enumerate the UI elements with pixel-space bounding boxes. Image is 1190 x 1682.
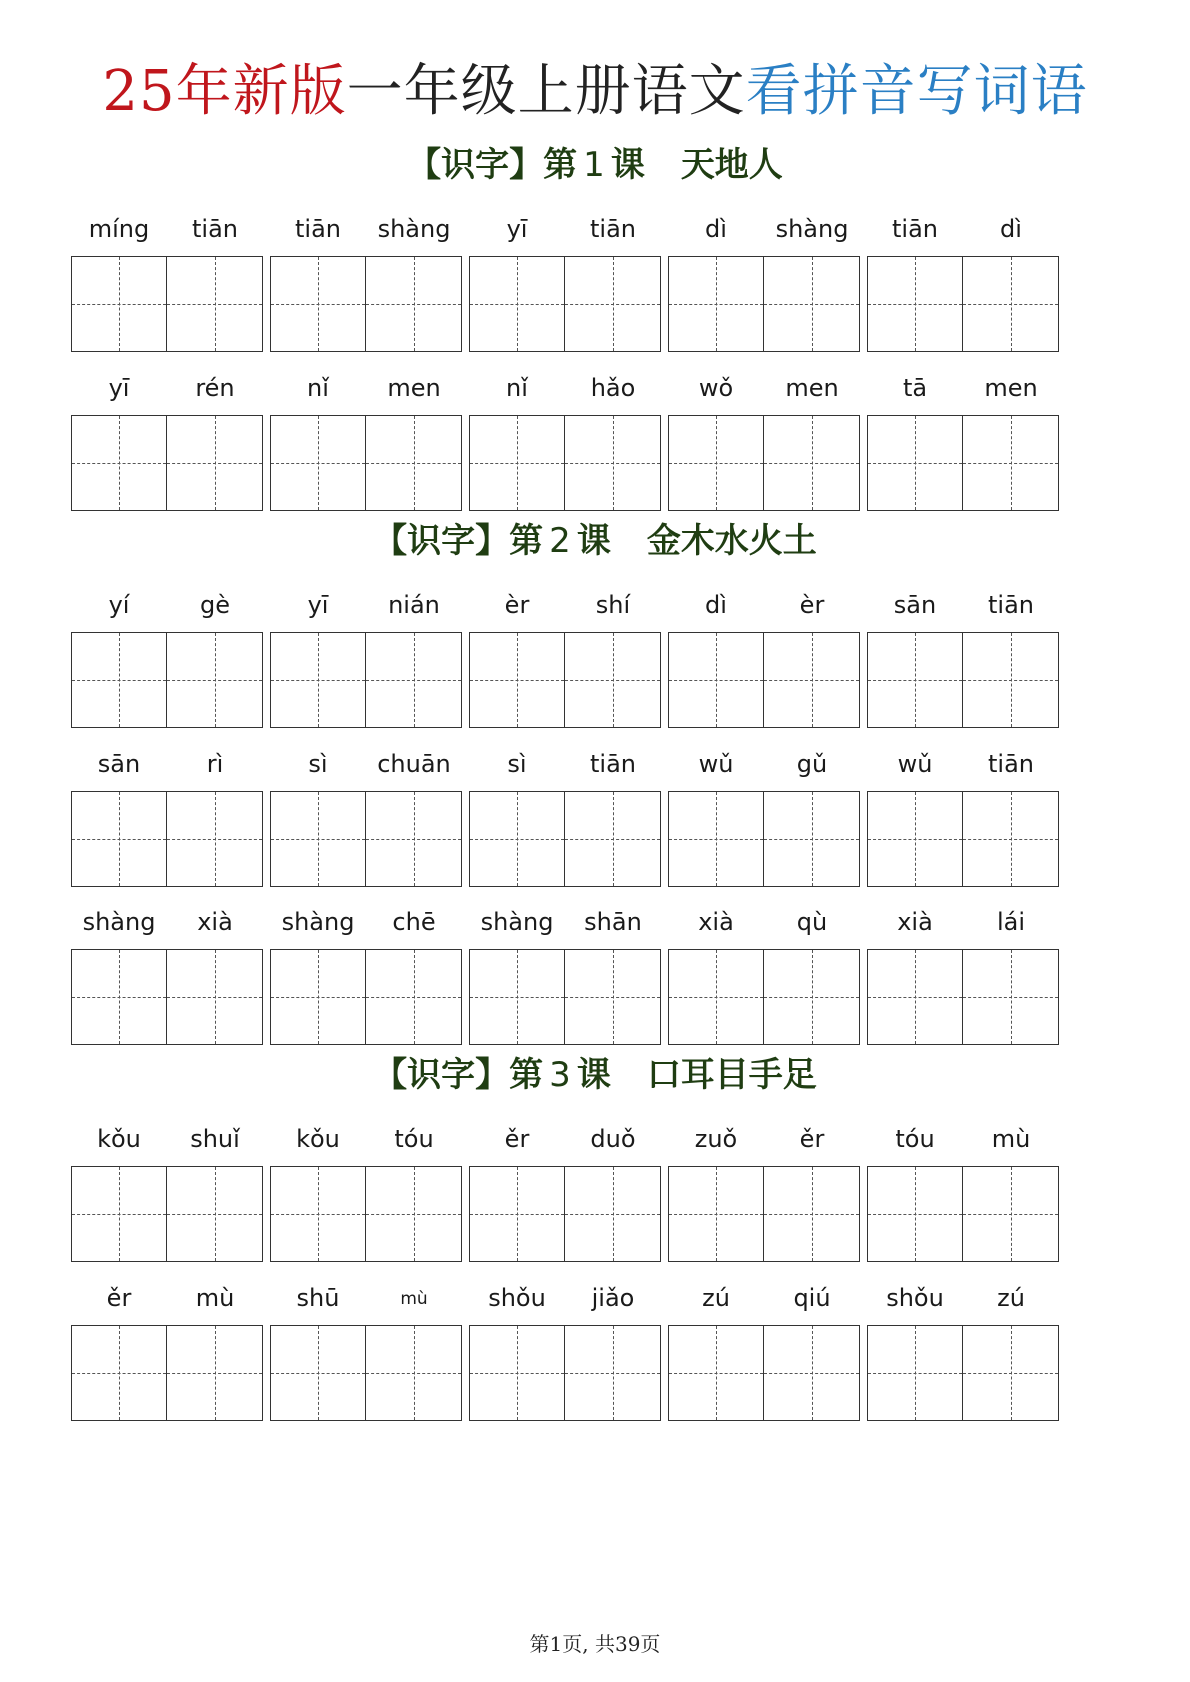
writing-grid-box[interactable]	[270, 632, 366, 728]
writing-grid-box[interactable]	[867, 949, 963, 1045]
pinyin-label: men	[785, 373, 839, 402]
pinyin-label: qù	[796, 908, 828, 936]
writing-grid-box[interactable]	[668, 1325, 764, 1421]
pinyin-label: yí	[108, 591, 130, 619]
lesson-heading-1	[0, 140, 1190, 190]
writing-grid-box[interactable]	[764, 632, 860, 728]
writing-grid-box[interactable]	[867, 1166, 963, 1262]
writing-grid-box[interactable]	[366, 1325, 462, 1421]
writing-grid-box[interactable]	[764, 1166, 860, 1262]
writing-grid-box[interactable]	[366, 1166, 462, 1262]
pinyin-label: shàng	[281, 908, 355, 936]
writing-grid-box[interactable]	[668, 256, 764, 352]
pinyin-label: sì	[507, 749, 527, 778]
pinyin-label: lái	[996, 908, 1026, 936]
word-item	[469, 212, 661, 348]
word-item	[469, 1122, 661, 1258]
lesson-topic-words: 天地人	[680, 145, 783, 185]
writing-grid-box[interactable]	[167, 415, 263, 511]
lesson-topic-words: 金木水火土	[646, 521, 817, 561]
word-item	[270, 1122, 462, 1258]
writing-grid-box[interactable]	[270, 1166, 366, 1262]
writing-grid-box[interactable]	[764, 791, 860, 887]
pinyin-label: mù	[991, 1125, 1031, 1153]
pinyin-label: hǎo	[590, 373, 636, 402]
pinyin-label: shàng	[775, 215, 849, 243]
word-item	[867, 747, 1059, 883]
writing-grid-box[interactable]	[764, 256, 860, 352]
word-item	[867, 905, 1059, 1041]
writing-grid-box[interactable]	[565, 949, 661, 1045]
writing-grid-box[interactable]	[764, 1325, 860, 1421]
writing-grid-box[interactable]	[963, 1166, 1059, 1262]
writing-grid-box[interactable]	[71, 415, 167, 511]
pinyin-label: men	[387, 373, 441, 402]
pinyin-label: sān	[893, 591, 937, 619]
pinyin-label: nǐ	[307, 373, 329, 402]
writing-grid-box[interactable]	[71, 632, 167, 728]
writing-grid-box[interactable]	[867, 791, 963, 887]
word-item	[270, 212, 462, 348]
word-item	[71, 905, 263, 1041]
pinyin-label: dì	[705, 215, 727, 243]
lesson-suffix: 课	[610, 145, 645, 185]
writing-grid-box[interactable]	[469, 949, 565, 1045]
pinyin-label: xià	[897, 908, 933, 936]
pinyin-label: xià	[197, 908, 233, 936]
pinyin-label: duǒ	[590, 1125, 636, 1153]
lesson-number: 1	[583, 145, 605, 185]
word-item	[469, 747, 661, 883]
word-item	[71, 371, 263, 507]
writing-grid-box[interactable]	[963, 632, 1059, 728]
writing-grid-box[interactable]	[668, 415, 764, 511]
writing-grid-box[interactable]	[167, 949, 263, 1045]
writing-grid-box[interactable]	[270, 1325, 366, 1421]
writing-grid-box[interactable]	[270, 791, 366, 887]
writing-grid-box[interactable]	[469, 632, 565, 728]
writing-grid-box[interactable]	[764, 415, 860, 511]
writing-grid-box[interactable]	[668, 1166, 764, 1262]
pinyin-label: tiān	[988, 749, 1034, 778]
writing-grid-box[interactable]	[867, 415, 963, 511]
pinyin-label: tiān	[988, 591, 1034, 619]
writing-grid-box[interactable]	[167, 1166, 263, 1262]
word-item	[71, 588, 263, 724]
word-item	[469, 588, 661, 724]
word-item	[668, 588, 860, 724]
lesson-prefix: 【识字】第	[373, 521, 544, 561]
pinyin-label: èr	[504, 591, 530, 619]
pinyin-label: shàng	[82, 908, 156, 936]
lesson-heading-3	[0, 1050, 1190, 1100]
pinyin-label: nǐ	[506, 373, 528, 402]
pinyin-label: zú	[702, 1283, 730, 1312]
word-item	[867, 1281, 1059, 1417]
word-item	[668, 747, 860, 883]
pinyin-label: zuǒ	[694, 1125, 738, 1153]
writing-grid-box[interactable]	[565, 415, 661, 511]
word-item	[469, 905, 661, 1041]
lesson-number: 3	[549, 1055, 571, 1095]
word-item	[668, 371, 860, 507]
pinyin-label: xià	[698, 908, 734, 936]
lesson-heading-2	[0, 516, 1190, 566]
pinyin-label: jiǎo	[591, 1283, 635, 1312]
pinyin-label: ěr	[504, 1125, 530, 1153]
writing-grid-box[interactable]	[71, 1325, 167, 1421]
writing-grid-box[interactable]	[963, 949, 1059, 1045]
writing-grid-box[interactable]	[270, 256, 366, 352]
pinyin-label: èr	[799, 591, 825, 619]
word-row	[71, 905, 1121, 1041]
writing-grid-box[interactable]	[963, 791, 1059, 887]
lesson-prefix: 【识字】第	[407, 145, 578, 185]
word-item	[867, 212, 1059, 348]
pinyin-label: tiān	[192, 215, 238, 243]
writing-grid-box[interactable]	[366, 256, 462, 352]
pinyin-label: sān	[97, 749, 141, 778]
lesson-topic-words: 口耳目手足	[646, 1055, 817, 1095]
pinyin-label: gǔ	[796, 749, 828, 778]
word-row	[71, 1281, 1121, 1417]
word-item	[668, 1281, 860, 1417]
writing-grid-box[interactable]	[366, 415, 462, 511]
pinyin-label: qiú	[793, 1283, 831, 1312]
writing-grid-box[interactable]	[963, 256, 1059, 352]
lesson-prefix: 【识字】第	[373, 1055, 544, 1095]
word-item	[270, 905, 462, 1041]
writing-grid-box[interactable]	[469, 1325, 565, 1421]
pinyin-label: kǒu	[97, 1125, 141, 1153]
writing-grid-box[interactable]	[71, 256, 167, 352]
writing-grid-box[interactable]	[71, 791, 167, 887]
writing-grid-box[interactable]	[668, 791, 764, 887]
pinyin-label: wǔ	[698, 749, 734, 778]
pinyin-label: tiān	[892, 215, 938, 243]
writing-grid-box[interactable]	[668, 949, 764, 1045]
pinyin-label: dì	[705, 591, 727, 619]
writing-grid-box[interactable]	[867, 632, 963, 728]
title-exercise-type: 看拼音写词语	[745, 59, 1088, 124]
pinyin-label: mù	[195, 1283, 235, 1312]
page-footer: 第1页, 共39页	[529, 1632, 661, 1656]
writing-grid-box[interactable]	[366, 949, 462, 1045]
word-item	[469, 1281, 661, 1417]
writing-grid-box[interactable]	[668, 632, 764, 728]
writing-grid-box[interactable]	[270, 949, 366, 1045]
writing-grid-box[interactable]	[469, 791, 565, 887]
pinyin-label: shàng	[377, 215, 451, 243]
pinyin-label: míng	[88, 215, 150, 243]
word-item	[71, 1122, 263, 1258]
pinyin-label: zú	[997, 1283, 1025, 1312]
writing-grid-box[interactable]	[167, 1325, 263, 1421]
pinyin-label: tiān	[295, 215, 341, 243]
pinyin-label: rì	[206, 749, 224, 778]
writing-grid-box[interactable]	[469, 256, 565, 352]
word-item	[71, 1281, 263, 1417]
word-item	[867, 1122, 1059, 1258]
pinyin-label: shū	[296, 1283, 340, 1312]
pinyin-label: dì	[1000, 215, 1022, 243]
word-item	[867, 371, 1059, 507]
lesson-suffix: 课	[576, 521, 611, 561]
word-item	[469, 371, 661, 507]
pinyin-label: ěr	[799, 1125, 825, 1153]
writing-grid-box[interactable]	[71, 949, 167, 1045]
word-row	[71, 588, 1121, 724]
writing-grid-box[interactable]	[167, 632, 263, 728]
pinyin-label: chuān	[377, 749, 451, 778]
word-item	[71, 747, 263, 883]
pinyin-label: shuǐ	[190, 1125, 240, 1153]
writing-grid-box[interactable]	[764, 949, 860, 1045]
word-row	[71, 1122, 1121, 1258]
writing-grid-box[interactable]	[565, 791, 661, 887]
writing-grid-box[interactable]	[867, 1325, 963, 1421]
writing-grid-box[interactable]	[71, 1166, 167, 1262]
pinyin-label: kǒu	[296, 1125, 340, 1153]
word-row	[71, 371, 1121, 507]
pinyin-label: shǒu	[488, 1283, 546, 1312]
writing-grid-box[interactable]	[270, 415, 366, 511]
pinyin-label: shǒu	[886, 1283, 944, 1312]
word-item	[668, 905, 860, 1041]
writing-grid-box[interactable]	[366, 632, 462, 728]
pinyin-label: wǔ	[897, 749, 933, 778]
pinyin-label: yī	[506, 215, 528, 243]
pinyin-label: tóu	[394, 1125, 434, 1153]
title-year-edition: 25年新版	[102, 59, 347, 124]
word-item	[270, 747, 462, 883]
word-item	[270, 1281, 462, 1417]
writing-grid-box[interactable]	[867, 256, 963, 352]
pinyin-label: shí	[595, 591, 631, 619]
word-item	[867, 588, 1059, 724]
pinyin-label: chē	[392, 908, 436, 936]
word-item	[668, 1122, 860, 1258]
pinyin-label: tā	[902, 373, 928, 402]
writing-grid-box[interactable]	[366, 791, 462, 887]
pinyin-label: nián	[388, 591, 440, 619]
pinyin-label: tiān	[590, 215, 636, 243]
pinyin-label: ěr	[106, 1283, 132, 1312]
pinyin-label: tiān	[590, 749, 636, 778]
writing-grid-box[interactable]	[565, 1166, 661, 1262]
pinyin-label: shàng	[480, 908, 554, 936]
writing-grid-box[interactable]	[167, 256, 263, 352]
word-item	[270, 588, 462, 724]
page-title	[0, 52, 1190, 132]
pinyin-label: gè	[200, 591, 230, 619]
writing-grid-box[interactable]	[469, 415, 565, 511]
pinyin-label: shān	[584, 908, 642, 936]
word-item	[668, 212, 860, 348]
word-row	[71, 212, 1121, 348]
word-item	[71, 212, 263, 348]
word-row	[71, 747, 1121, 883]
title-grade-subject: 一年级上册语文	[346, 59, 746, 124]
writing-grid-box[interactable]	[963, 1325, 1059, 1421]
word-item	[270, 371, 462, 507]
writing-grid-box[interactable]	[167, 791, 263, 887]
writing-grid-box[interactable]	[565, 1325, 661, 1421]
writing-grid-box[interactable]	[469, 1166, 565, 1262]
pinyin-label: rén	[195, 373, 235, 402]
lesson-number: 2	[549, 521, 571, 561]
pinyin-label: yī	[307, 591, 329, 619]
pinyin-label: men	[984, 373, 1038, 402]
pinyin-label: yī	[108, 373, 130, 402]
writing-grid-box[interactable]	[565, 256, 661, 352]
writing-grid-box[interactable]	[963, 415, 1059, 511]
pinyin-label: sì	[308, 749, 328, 778]
pinyin-label: wǒ	[698, 373, 734, 402]
pinyin-label: tóu	[895, 1125, 935, 1153]
pinyin-label: mù	[400, 1288, 428, 1309]
lesson-suffix: 课	[576, 1055, 611, 1095]
writing-grid-box[interactable]	[565, 632, 661, 728]
